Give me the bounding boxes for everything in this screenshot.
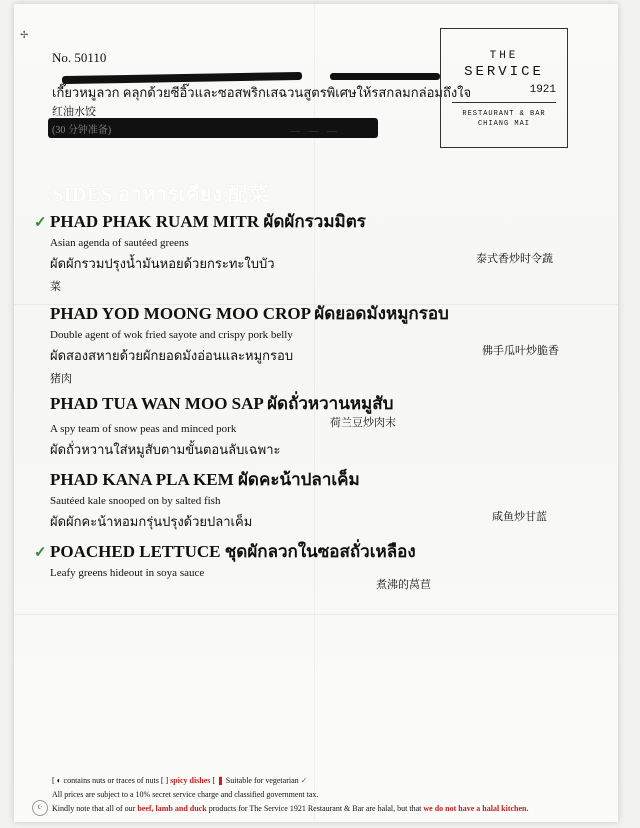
menu-item-english: Leafy greens hideout in soya sauce (50, 567, 205, 579)
logo-service: SERVICE (464, 64, 544, 80)
menu-item-chinese: 佛手瓜叶炒脆香 (482, 345, 559, 357)
prep-time-note: (30 分钟准备) (52, 125, 112, 136)
logo-subtitle: RESTAURANT & BAR (462, 110, 546, 118)
legend-spicy: spicy dishes (170, 776, 211, 785)
menu-item-name: PHAD TUA WAN MOO SAP ผัดถั่วหวานหมูสับ (50, 394, 394, 413)
halal-seal-icon: ☪ (32, 800, 48, 816)
price-note: All prices are subject to a 10% secret service charge and classified government tax. (52, 790, 319, 799)
menu-number: No. 50110 (52, 50, 107, 65)
logo-divider (452, 102, 556, 103)
vegetarian-leaf-icon: ✓ (34, 545, 47, 561)
menu-item-thai: ผัดสองสหายด้วยผักยอดมังอ่อนและหมูกรอบ (50, 348, 294, 363)
menu-item-chinese: 煮沸的莴苣 (376, 579, 431, 591)
halal-text: Kindly note that all of our (52, 804, 136, 813)
halal-text: products for The Service 1921 Restaurant & Bar are halal, but that (208, 804, 422, 813)
menu-item-english: Asian agenda of sautéed greens (50, 237, 189, 249)
halal-highlight: beef, lamb and duck (137, 804, 207, 813)
menu-item-english: A spy team of snow peas and minced pork (50, 423, 237, 435)
menu-item-chinese-cont: 猪肉 (50, 373, 72, 385)
restaurant-logo (440, 28, 568, 148)
logo-the: THE (489, 50, 519, 62)
legend-nuts: contains nuts or traces of nuts (63, 776, 159, 785)
menu-item-english: Double agent of wok fried sayote and crispy pork belly (50, 329, 293, 341)
redaction-bar (330, 73, 440, 80)
menu-item-chinese-cont: 菜 (50, 281, 61, 293)
leaf-icon: ✓ (300, 776, 308, 785)
nut-icon: ◐ (56, 776, 62, 785)
chili-icon: ❚ (217, 776, 224, 785)
menu-item-title (34, 466, 594, 493)
redaction-dashes: — — — (290, 126, 340, 137)
menu-item-chinese: 泰式香炒时令蔬 (476, 253, 553, 265)
logo-year: 1921 (529, 84, 556, 96)
legend-line (52, 776, 592, 785)
menu-item (34, 390, 594, 460)
legend-bracket: [ (212, 776, 216, 785)
menu-item-title (34, 538, 594, 565)
menu-item-title (34, 390, 594, 417)
legend-bracket: [ (52, 776, 55, 785)
menu-item-name: PHAD YOD MOONG MOO CROP ผัดยอดมังหมูกรอบ (50, 304, 449, 323)
menu-item-chinese: 咸鱼炒甘蓝 (492, 511, 547, 523)
menu-item-thai: ผัดถั่วหวานใส่หมูสับตามขั้นตอนลับเฉพาะ (50, 442, 281, 457)
menu-item-thai: ผัดผักคะน้าหอมกรุ่นปรุงด้วยปลาเค็ม (50, 514, 253, 529)
halal-highlight: we do not have a halal kitchen. (423, 804, 529, 813)
halal-note (52, 804, 592, 813)
dish-description-thai: เกี๊ยวหมูลวก คลุกด้วยซีอิ๊วและซอสพริกเสฉวนสูตรพิเศษให้รสกลมกล่อมถึงใจ (52, 85, 472, 100)
menu-item (34, 466, 594, 532)
menu-item-name: PHAD KANA PLA KEM ผัดคะน้าปลาเค็ม (50, 470, 360, 489)
vegetarian-leaf-icon: ✓ (34, 215, 47, 231)
section-title: SIDES อาหารเคียง 配菜 (52, 184, 269, 206)
menu-item (34, 538, 594, 591)
legend-veg: Suitable for vegetarian (225, 776, 299, 785)
menu-item-title (34, 208, 594, 235)
logo-city: CHIANG MAI (477, 120, 530, 128)
menu-item-english: Sautéed kale snooped on by salted fish (50, 495, 221, 507)
menu-item-title (34, 300, 594, 327)
menu-item-name: POACHED LETTUCE ชุดผักลวกในซอสถั่วเหลือง (50, 542, 416, 561)
legend-bracket: [ ] (160, 776, 169, 785)
dish-name-chinese: 红油水饺 (52, 106, 96, 118)
menu-item (34, 300, 594, 386)
menu-item-name: PHAD PHAK RUAM MITR ผัดผักรวมมิตร (50, 212, 366, 231)
menu-item (34, 208, 594, 294)
scratch-mark: ✢ (20, 30, 29, 41)
paper-fold (14, 614, 618, 615)
menu-item-chinese: 荷兰豆炒肉末 (330, 417, 396, 429)
menu-item-thai: ผัดผักรวมปรุงน้ำมันหอยด้วยกระทะใบบัว (50, 256, 275, 271)
